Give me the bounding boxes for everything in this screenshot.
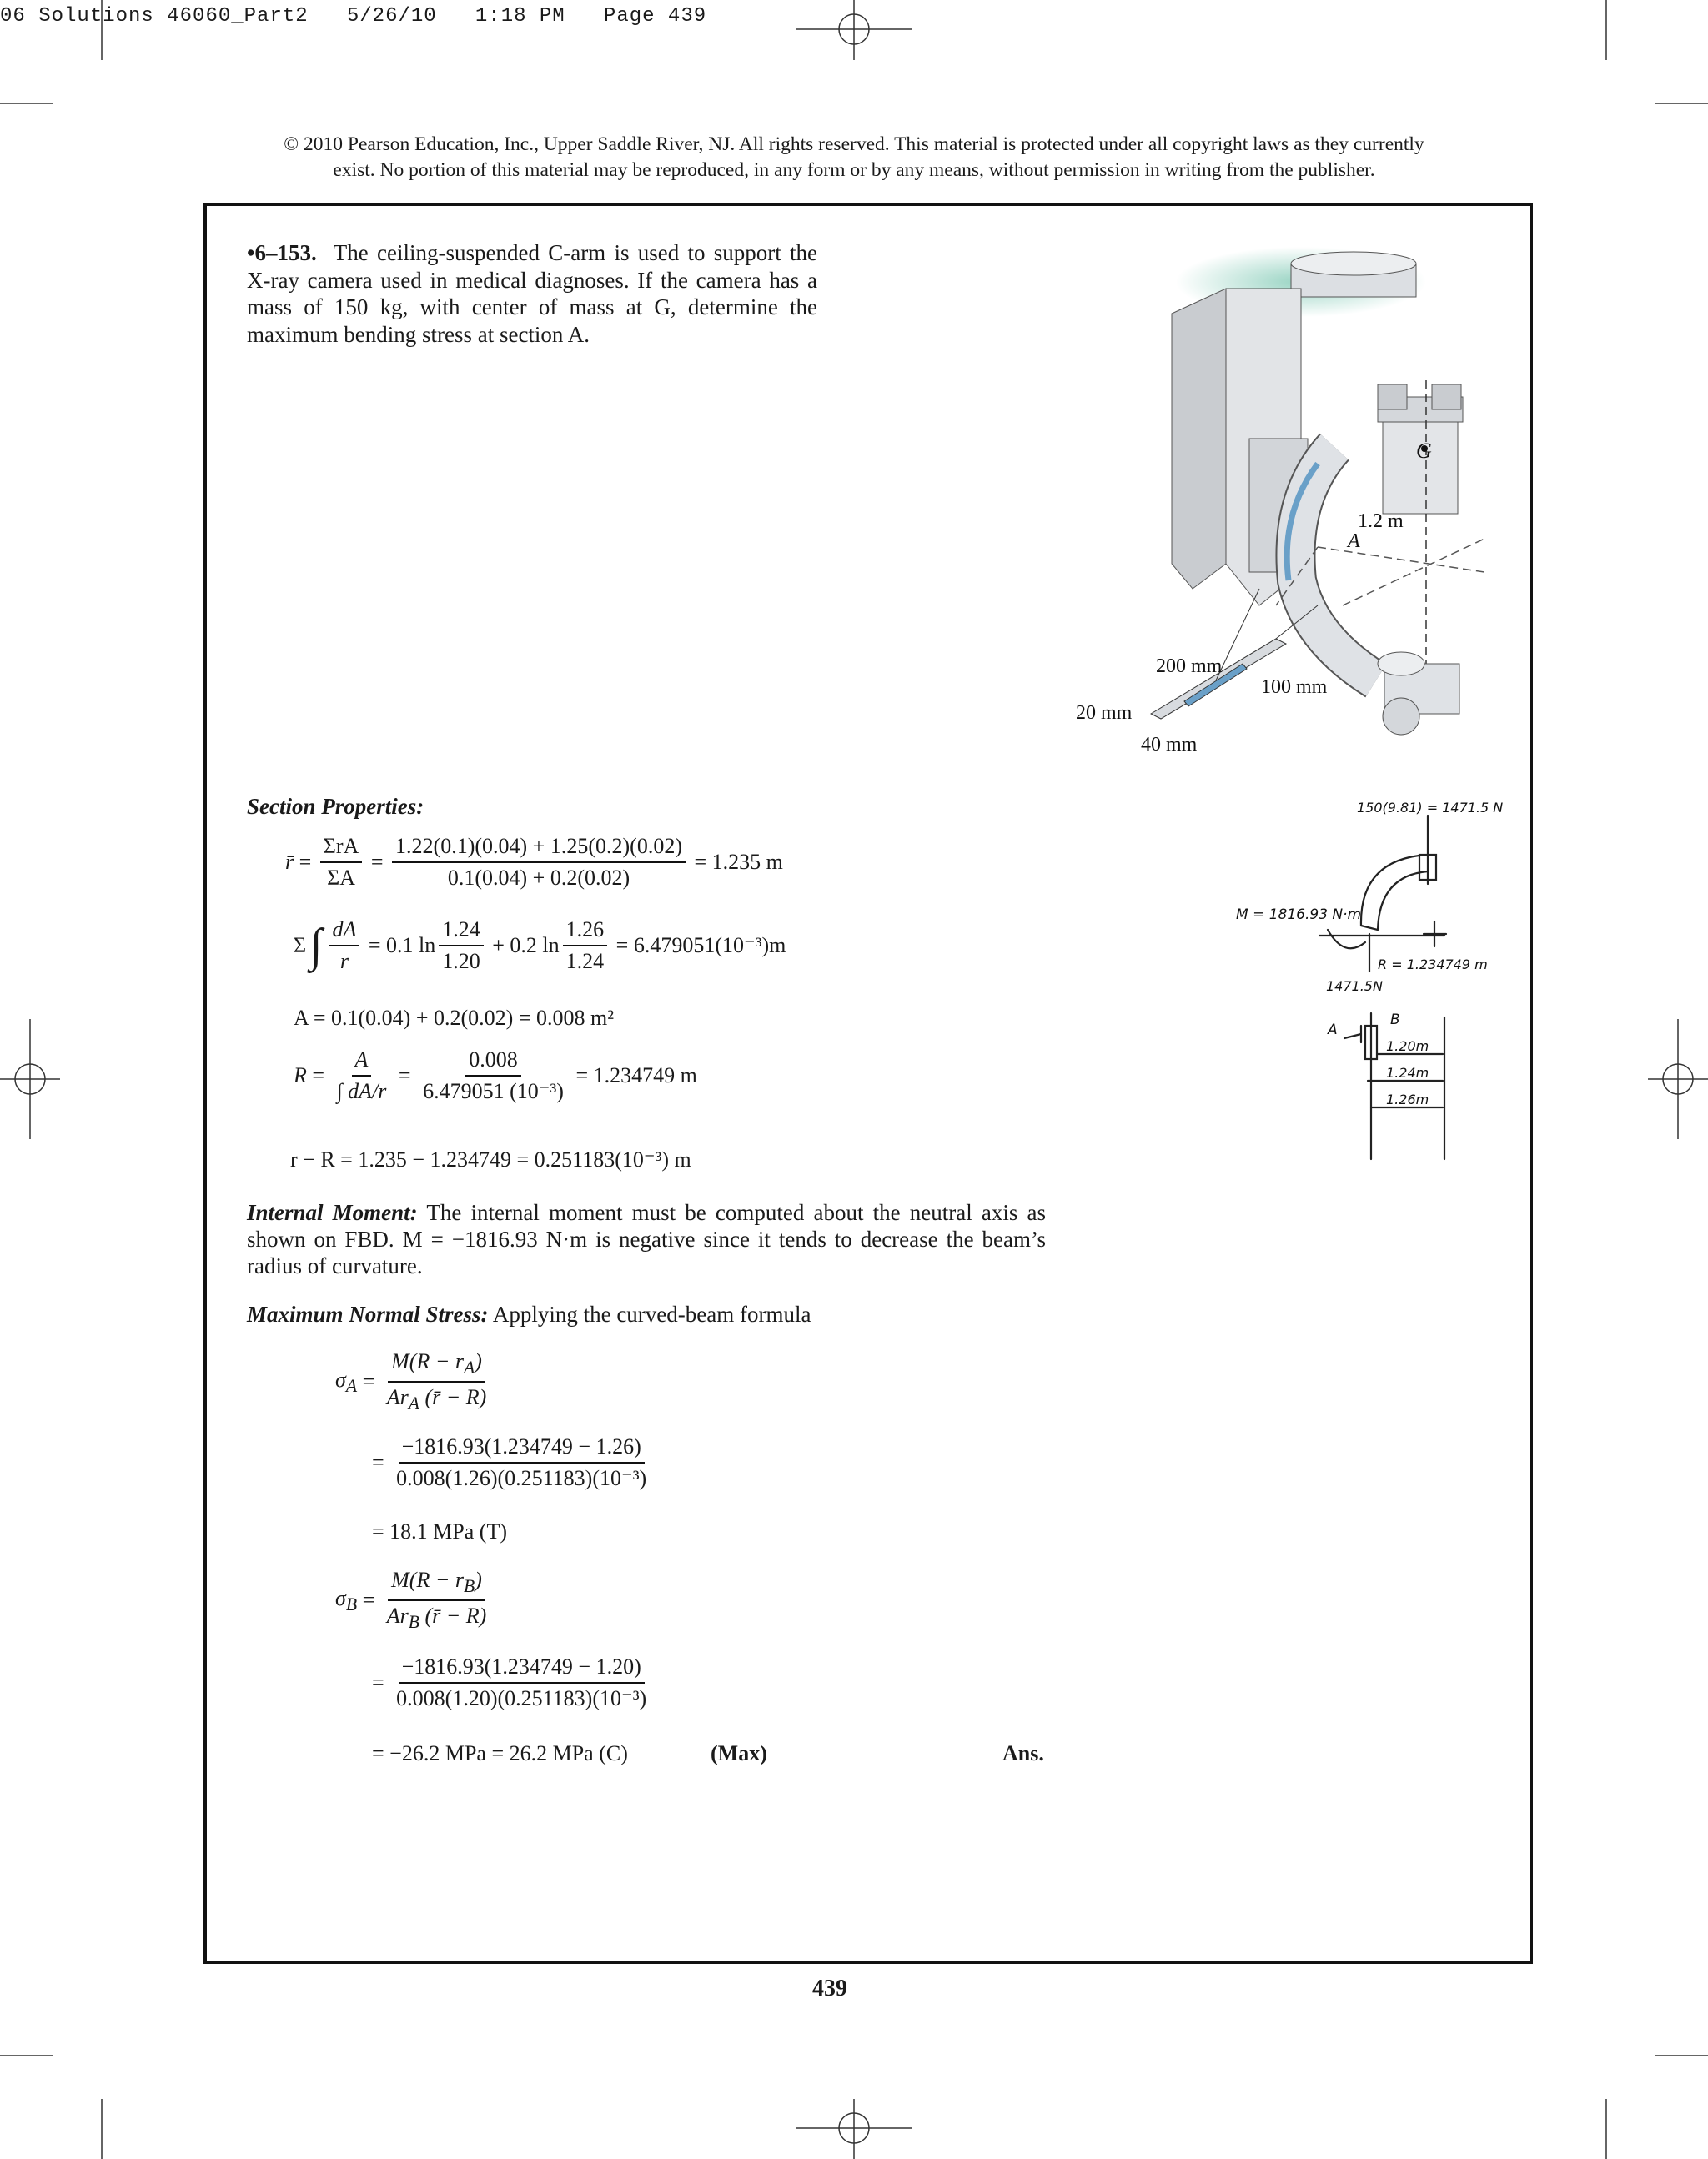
internal-moment-paragraph (247, 1199, 1046, 1279)
copyright-line-2: exist. No portion of this material may be reproduced, in any form or by any means, without permission in writing from the publisher. (333, 159, 1375, 181)
integral-sign: ∫ (309, 920, 323, 972)
max-stress-text: Applying the curved-beam formula (492, 1302, 811, 1327)
fbd-r124: 1.24m (1386, 1065, 1429, 1081)
int-mid1: = 0.1 ln (368, 933, 436, 957)
label-200mm: 200 mm (1156, 655, 1223, 677)
answer-label: Ans. (1002, 1741, 1044, 1765)
max-stress-heading: Maximum Normal Stress: (247, 1302, 489, 1327)
printer-slug: 06 Solutions 46060_Part2 5/26/10 1:18 PM Page 439 (0, 5, 707, 28)
copyright-line-1: © 2010 Pearson Education, Inc., Upper Saddle River, NJ. All rights reserved. This material is protected under all copyright laws as they currently (284, 133, 1424, 155)
internal-moment-text: The internal moment must be computed about the neutral axis as shown on FBD. M = −1816.93 N·m is negative since it tends to decrease the beam’s radius of curvature. (247, 1200, 1046, 1278)
label-radius: 1.2 m (1358, 510, 1404, 532)
max-stress-paragraph (247, 1301, 811, 1328)
sigma-b-result: = −26.2 MPa = 26.2 MPa (C) (372, 1741, 628, 1765)
int-result: = 6.479051(10⁻³)m (615, 933, 786, 957)
internal-moment-heading: Internal Moment: (247, 1200, 418, 1225)
sigma-a-num: −1816.93(1.234749 − 1.26) (399, 1434, 645, 1464)
R-num: 0.008 (465, 1047, 521, 1077)
ln2-den: 1.24 (565, 949, 605, 973)
section-properties-heading: Section Properties: (247, 794, 424, 819)
sigma-a-den: 0.008(1.26)(0.251183)(10⁻³) (396, 1466, 647, 1490)
copyright-notice (200, 132, 1508, 183)
ln1-num: 1.24 (439, 917, 484, 946)
page-number: 439 (812, 1976, 847, 2001)
rbar-den: ΣA (327, 866, 356, 890)
problem-text: The ceiling-suspended C-arm is used to support the X-ray camera used in medical diagnoses. If the camera has a mass of 150 kg, with center of mass at G, determine the maximum bending stress at section A. (247, 240, 817, 347)
R-den: 6.479051 (10⁻³) (423, 1079, 564, 1103)
rbar-num: ΣrA (320, 834, 363, 863)
sigma-a-result: = 18.1 MPa (T) (372, 1519, 507, 1544)
fbd-a: A (1328, 1022, 1338, 1038)
fbd-radius: R = 1.234749 m (1378, 956, 1488, 972)
fbd-r120: 1.20m (1386, 1038, 1429, 1054)
rbar-result: = 1.235 m (694, 850, 783, 874)
sigma-a-formula: $\sigma_A$ = $\frac{M(R - r_A)}{Ar_A (r̄ - R)}$ (335, 1349, 487, 1414)
problem-number: •6–153. (247, 240, 317, 265)
sigma-b-formula: $\sigma_B$ = $\frac{M(R - r_B)}{Ar_B (r̄ - R)}$ (335, 1568, 487, 1633)
fbd-b: B (1390, 1012, 1400, 1028)
R-result: = 1.234749 m (575, 1063, 697, 1087)
rbar-num2: 1.22(0.1)(0.04) + 1.25(0.2)(0.02) (392, 834, 686, 863)
free-body-diagram (1219, 792, 1504, 1151)
ln2-num: 1.26 (563, 917, 608, 946)
fbd-r126: 1.26m (1386, 1092, 1429, 1107)
rbar-equation: r̄ = $\frac{\text{ΣrA}}{\Sigma A}$ = $\frac{1.22(0.1)(0.04) + 1.25(0.2)(0.02)}{0.1(0.04) + 0.2(0.02)}$ = 1.235 m (285, 834, 783, 890)
sigma-b-values: = $\frac{-1816.93(1.234749 - 1.20)}{\text{0.008(1.20)(0.251183)(10⁻³)}}$ (372, 1654, 653, 1711)
rbar-den2: 0.1(0.04) + 0.2(0.02) (447, 866, 630, 890)
label-20mm: 20 mm (1076, 702, 1133, 724)
label-g: G (1416, 439, 1432, 463)
difference-equation: r − R = 1.235 − 1.234749 = 0.251183(10⁻³) m (290, 1147, 691, 1172)
label-a: A (1348, 530, 1360, 552)
label-40mm: 40 mm (1141, 734, 1198, 756)
sigma-b-num: −1816.93(1.234749 − 1.20) (399, 1654, 645, 1684)
c-arm-illustration (1068, 247, 1501, 764)
label-100mm: 100 mm (1261, 676, 1328, 698)
integral-equation: Σ ∫ $\frac{dA}{r}$ = 0.1 ln $\frac{1.24}{1.20}$ + 0.2 ln $\frac{1.26}{1.24}$ = 6.479051(10⁻³)m (294, 917, 786, 973)
R-equation: R = $\frac{A}{\int dA/r}$ = $\frac{0.008}{\text{6.479051 (10⁻³)}}$ = 1.234749 m (294, 1047, 697, 1103)
sigma-b-den: 0.008(1.20)(0.251183)(10⁻³) (396, 1686, 647, 1710)
problem-statement (247, 239, 817, 348)
int-mid2: + 0.2 ln (492, 933, 560, 957)
max-label: (Max) (711, 1741, 767, 1765)
fbd-force: 1471.5N (1326, 978, 1383, 994)
ln1-den: 1.20 (442, 949, 480, 973)
area-equation: A = 0.1(0.04) + 0.2(0.02) = 0.008 m² (294, 1006, 614, 1030)
fbd-moment: M = 1816.93 N·m (1236, 906, 1362, 923)
sigma-a-values: = $\frac{-1816.93(1.234749 - 1.26)}{\text{0.008(1.26)(0.251183)(10⁻³)}}$ (372, 1434, 653, 1491)
fbd-weight: 150(9.81) = 1471.5 N (1357, 800, 1504, 816)
